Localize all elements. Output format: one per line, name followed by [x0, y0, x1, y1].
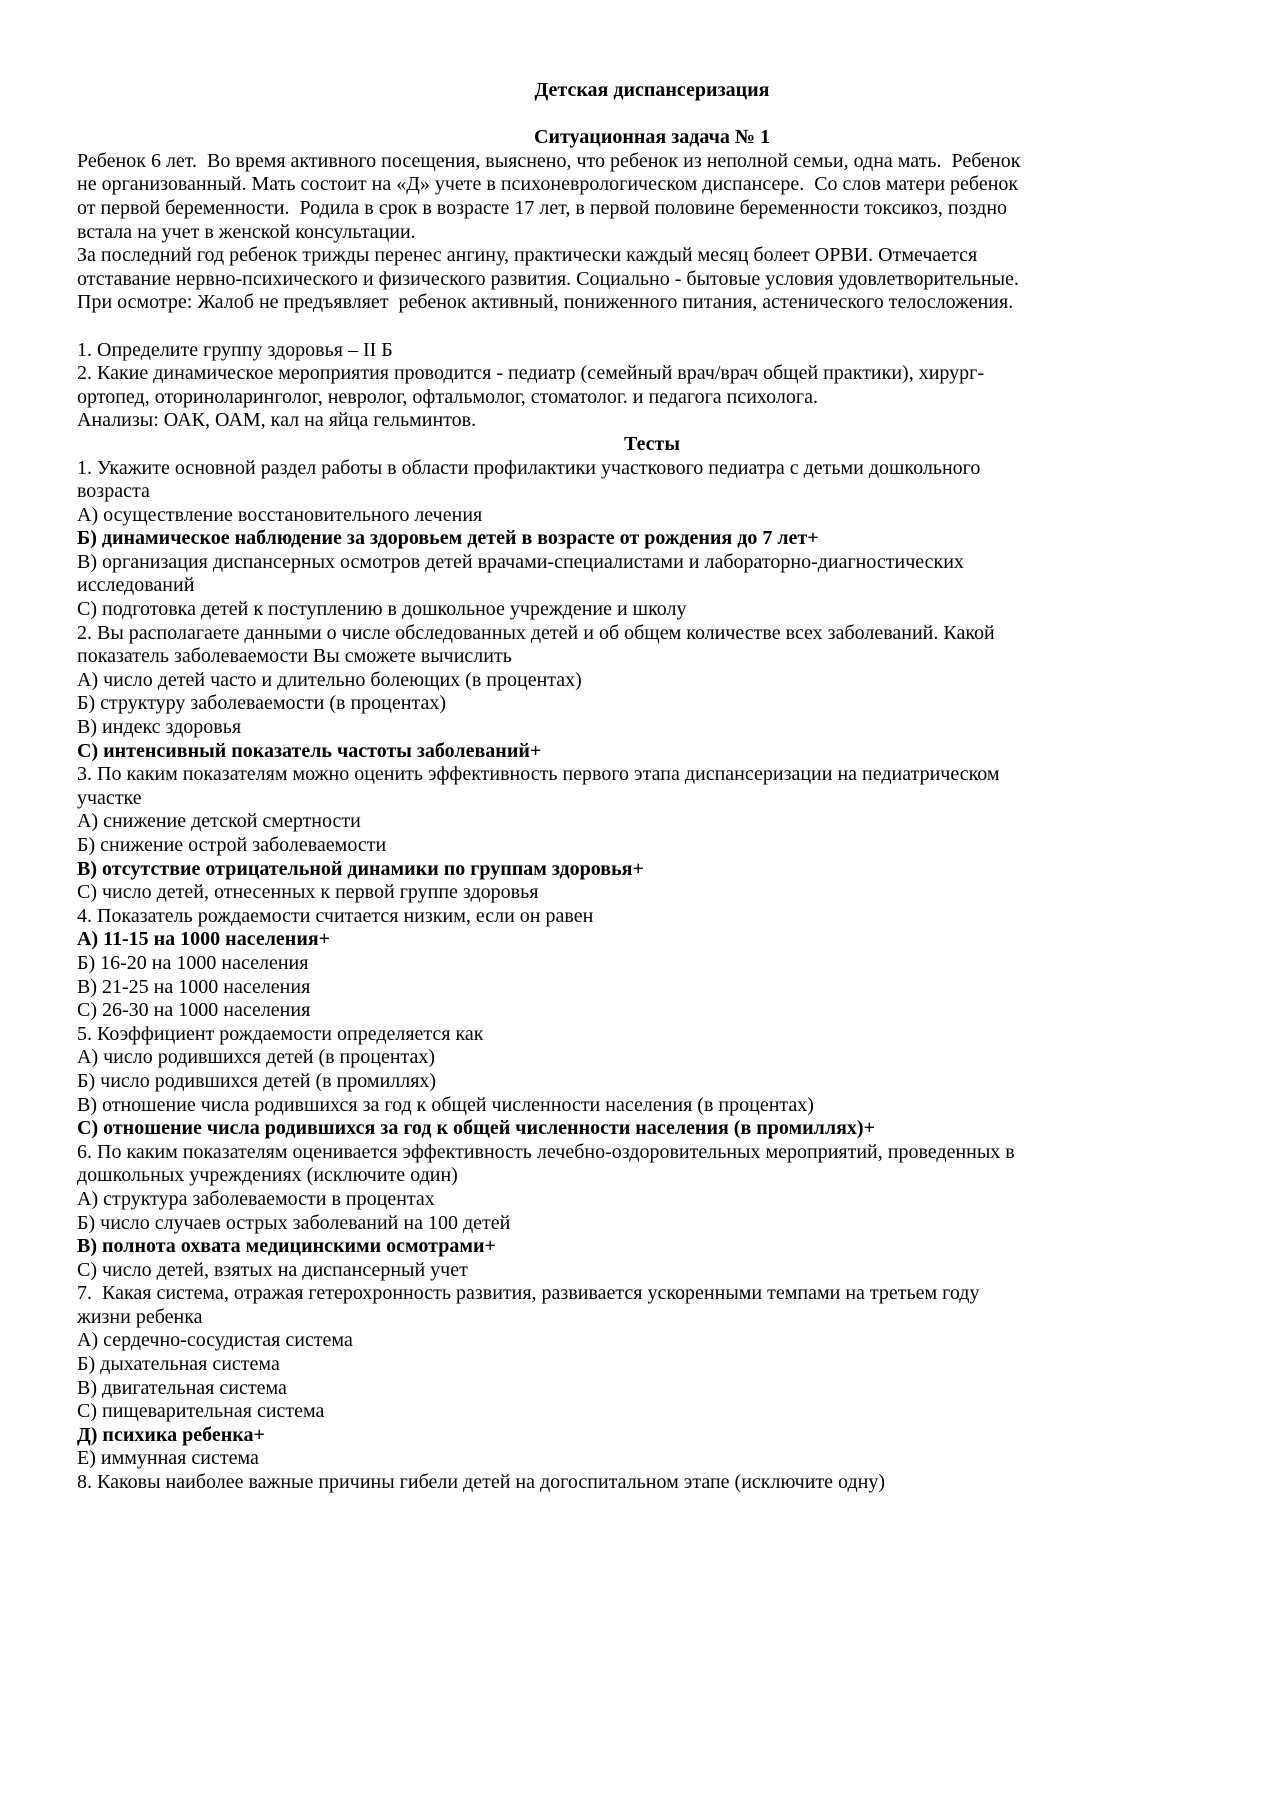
test-text-line: А) сердечно-сосудистая система: [77, 1329, 353, 1352]
test-text-line: В) двигательная система: [77, 1376, 287, 1399]
test-text-line: Б) структуру заболеваемости (в процентах): [77, 692, 446, 715]
test-text-line: В) отношение числа родившихся за год к общей численности населения (в процентах): [77, 1093, 814, 1116]
task-answers: [77, 339, 1227, 433]
test-text-line: С) отношение числа родившихся за год к общей численности населения (в промиллях)+: [77, 1117, 875, 1140]
test-text-line: В) отсутствие отрицательной динамики по группам здоровья+: [77, 857, 644, 880]
test-text-line: С) подготовка детей к поступлению в дошкольное учреждение и школу: [77, 598, 687, 621]
test-text-line: Б) число родившихся детей (в промиллях): [77, 1069, 437, 1092]
document-title: Детская диспансеризация: [534, 79, 770, 101]
test-text-line: В) полнота охвата медицинскими осмотрами+: [77, 1235, 496, 1258]
answer-text-line: 1. Определите группу здоровья – II Б: [77, 338, 393, 361]
test-text-line: 7. Какая система, отражая гетерохронность развития, развивается ускоренными темпами на третьем году: [77, 1282, 980, 1305]
test-text-line: Б) число случаев острых заболеваний на 100 детей: [77, 1211, 511, 1234]
case-text-line: отставание нервно-психического и физического развития. Социально - бытовые условия удовлетворительные.: [77, 267, 1019, 290]
case-text-line: При осмотре: Жалоб не предъявляет ребенок активный, пониженного питания, астенического телосложения.: [77, 291, 1014, 314]
test-text-line: Б) дыхательная система: [77, 1353, 280, 1376]
case-text-line: от первой беременности. Родила в срок в возрасте 17 лет, в первой половине беременности токсикоз, поздно: [77, 196, 1008, 219]
test-text-line: А) число родившихся детей (в процентах): [77, 1046, 436, 1069]
answer-text-line: Анализы: ОАК, ОАМ, кал на яйца гельминтов.: [77, 409, 477, 432]
test-text-line: 4. Показатель рождаемости считается низким, если он равен: [77, 904, 594, 927]
test-text-line: показатель заболеваемости Вы сможете вычислить: [77, 645, 512, 668]
test-text-line: дошкольных учреждениях (исключите один): [77, 1164, 458, 1187]
test-text-line: С) пищеварительная система: [77, 1400, 325, 1423]
test-text-line: Б) снижение острой заболеваемости: [77, 834, 387, 856]
test-text-line: В) организация диспансерных осмотров детей врачами-специалистами и лабораторно-диагностических: [77, 550, 964, 573]
test-text-line: А) число детей часто и длительно болеющих (в процентах): [77, 668, 582, 691]
test-text-line: А) осуществление восстановительного лечения: [77, 503, 483, 526]
test-text-line: 8. Каковы наиболее важные причины гибели детей на догоспитальном этапе (исключите одну): [77, 1471, 885, 1494]
test-text-line: В) 21-25 на 1000 населения: [77, 975, 311, 998]
case-text-line: За последний год ребенок трижды перенес ангину, практически каждый месяц болеет ОРВИ. Отмечается: [77, 244, 978, 267]
test-text-line: 1. Укажите основной раздел работы в области профилактики участкового педиатра с детьми дошкольного: [77, 456, 981, 479]
test-text-line: 2. Вы располагаете данными о числе обследованных детей и об общем количестве всех заболеваний. Какой: [77, 621, 995, 644]
tests-list: [77, 457, 1227, 1495]
case-text-line: Ребенок 6 лет. Во время активного посещения, выяснено, что ребенок из неполной семьи, одна мать. Ребенок: [77, 149, 1021, 172]
test-text-line: В) индекс здоровья: [77, 716, 242, 739]
test-text-line: А) структура заболеваемости в процентах: [77, 1187, 435, 1210]
test-text-line: 5. Коэффициент рождаемости определяется как: [77, 1022, 484, 1045]
answer-text-line: 2. Какие динамическое мероприятия проводится - педиатр (семейный врач/врач общей практики), хирург-: [77, 362, 985, 385]
test-text-line: Б) 16-20 на 1000 населения: [77, 951, 309, 974]
case-text-line: не организованный. Мать состоит на «Д» учете в психоневрологическом диспансере. Со слов матери ребенок: [77, 173, 1019, 196]
case-description: [77, 150, 1227, 315]
test-text-line: Д) психика ребенка+: [77, 1423, 265, 1446]
test-text-line: участке: [77, 786, 142, 809]
test-text-line: С) интенсивный показатель частоты заболеваний+: [77, 739, 542, 762]
tests-heading: Тесты: [623, 432, 680, 455]
test-text-line: возраста: [77, 480, 150, 503]
test-text-line: А) снижение детской смертности: [77, 810, 361, 833]
document-page: [77, 79, 1227, 1495]
test-text-line: жизни ребенка: [77, 1305, 203, 1328]
test-text-line: 3. По каким показателям можно оценить эффективность первого этапа диспансеризации на педиатрическом: [77, 763, 1000, 786]
test-text-line: С) 26-30 на 1000 населения: [77, 999, 311, 1022]
test-text-line: 6. По каким показателям оценивается эффективность лечебно-оздоровительных мероприятий, проведенных в: [77, 1140, 1015, 1163]
test-text-line: С) число детей, отнесенных к первой группе здоровья: [77, 881, 539, 904]
test-text-line: С) число детей, взятых на диспансерный учет: [77, 1258, 468, 1281]
case-text-line: встала на учет в женской консультации.: [77, 220, 416, 243]
answer-text-line: ортопед, оториноларинголог, невролог, офтальмолог, стоматолог. и педагога психолога.: [77, 385, 818, 408]
test-text-line: А) 11-15 на 1000 населения+: [77, 928, 331, 951]
spacer: [77, 103, 1227, 127]
test-text-line: исследований: [77, 574, 195, 597]
test-text-line: Б) динамическое наблюдение за здоровьем детей в возрасте от рождения до 7 лет+: [77, 527, 819, 550]
task-heading: Ситуационная задача № 1: [534, 126, 770, 149]
test-text-line: Е) иммунная система: [77, 1447, 259, 1470]
spacer: [77, 315, 1227, 339]
